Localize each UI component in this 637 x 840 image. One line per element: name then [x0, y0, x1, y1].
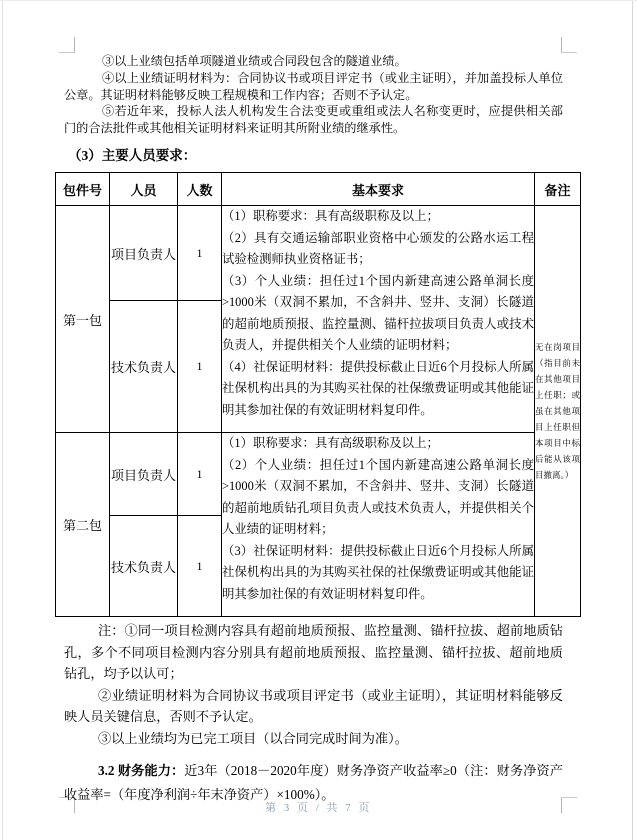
header-count: 人数	[178, 173, 222, 206]
table-row	[56, 206, 581, 301]
page-footer: 第 3 页 / 共 7 页	[264, 802, 373, 814]
package1-role1-cell: 项目负责人	[110, 206, 178, 301]
page-edge-left	[2, 0, 3, 840]
page-edge-right	[632, 0, 633, 840]
header-package: 包件号	[56, 173, 110, 206]
personnel-requirements-table	[55, 172, 581, 617]
page-edge-top	[0, 0, 637, 1]
header-remark: 备注	[535, 173, 581, 206]
note-paragraph: ②业绩证明材料为合同协议书或项目评定书（或业主证明），其证明材料能够反映人员关键信息，否则不予认定。	[64, 687, 563, 724]
finance-text: 近3年（2018－2020年度）财务净资产收益率≥0（注：财务净资产收益率=（年度净利润÷年末净资产）×100%）。	[64, 763, 563, 802]
remark-cell	[535, 206, 581, 617]
package1-role2-cell: 技术负责人	[110, 301, 178, 433]
table-header-row	[56, 173, 581, 206]
package1-requirements-cell	[222, 206, 535, 433]
package2-requirements-cell	[222, 433, 535, 617]
remark-text: 无在岗项目（指目前未在其他项目上任职；或虽在其他项目上任职但本项目中标后能从该项目撤离。）	[535, 342, 580, 480]
intro-paragraph: ③以上业绩包括单项隧道业绩或合同段包含的隧道业绩。	[102, 54, 407, 68]
package1-count2-cell: 1	[178, 301, 222, 433]
requirement-paragraph: （3）社保证明材料：提供投标截止日近6个月投标人所属社保机构出具的为其购买社保的社保缴费证明或其他能证明其参加社保的有效证明材料复印件。	[222, 543, 534, 601]
section-heading: （3）主要人员要求：	[68, 148, 197, 163]
margin-crop-mark-top-right	[561, 37, 577, 53]
margin-crop-mark-top-left	[59, 37, 75, 53]
package2-name-cell: 第二包	[56, 433, 110, 617]
package1-name-cell: 第一包	[56, 206, 110, 433]
table-row	[56, 433, 581, 516]
package2-count1-cell: 1	[178, 433, 222, 516]
note-paragraph: 注：①同一项目检测内容具有超前地质预报、监控量测、锚杆拉拔、超前地质钻孔，多个不同项目检测内容分别具有超前地质预报、监控量测、锚杆拉拔、超前地质钻孔，均予以认可；	[64, 623, 563, 681]
requirement-paragraph: （1）职称要求：具有高级职称及以上；	[222, 436, 439, 450]
intro-paragraph: ④以上业绩证明材料为：合同协议书或项目评定书（或业主证明），并加盖投标人单位公章。其证明材料能够反映工程规模和工作内容；否则不予认定。	[64, 70, 563, 102]
requirement-paragraph: （3）个人业绩：担任过1个国内新建高速公路单洞长度>1000米（双洞不累加，不含斜井、竖井、支洞）长隧道的超前地质预报、监控量测、锚杆拉拔项目负责人或技术负责人，并提供相关个人业绩的证明材料；	[222, 273, 534, 352]
intro-paragraph: ⑤若近年来，投标人法人机构发生合法变更或重组或法人名称变更时，应提供相关部门的合法批件或其他相关证明材料来证明其所附业绩的继承性。	[64, 104, 563, 136]
intro-paragraphs	[64, 53, 563, 137]
package2-role2-cell: 技术负责人	[110, 516, 178, 617]
requirement-paragraph: （2）个人业绩：担任过1个国内新建高速公路单洞长度>1000米（双洞不累加，不含斜井、竖井、支洞）长隧道的超前地质钻孔项目负责人或技术负责人，并提供相关个人业绩的证明材料；	[222, 457, 534, 536]
requirement-paragraph: （4）社保证明材料：提供投标截止日近6个月投标人所属社保机构出具的为其购买社保的社保缴费证明或其他能证明其参加社保的有效证明材料复印件。	[222, 359, 534, 417]
package2-count2-cell: 1	[178, 516, 222, 617]
header-personnel: 人员	[110, 173, 178, 206]
package2-role1-cell: 项目负责人	[110, 433, 178, 516]
requirement-paragraph: （2）具有交通运输部职业资格中心颁发的公路水运工程试验检测师执业资格证书；	[222, 230, 534, 266]
package1-count1-cell: 1	[178, 206, 222, 301]
requirement-paragraph: （1）职称要求：具有高级职称及以上；	[222, 209, 439, 223]
header-requirements: 基本要求	[222, 173, 535, 206]
note-paragraph: ③以上业绩均为已完工项目（以合同完成时间为准）。	[98, 730, 408, 746]
notes-section	[64, 620, 563, 806]
finance-label: 3.2 财务能力：	[98, 763, 185, 778]
